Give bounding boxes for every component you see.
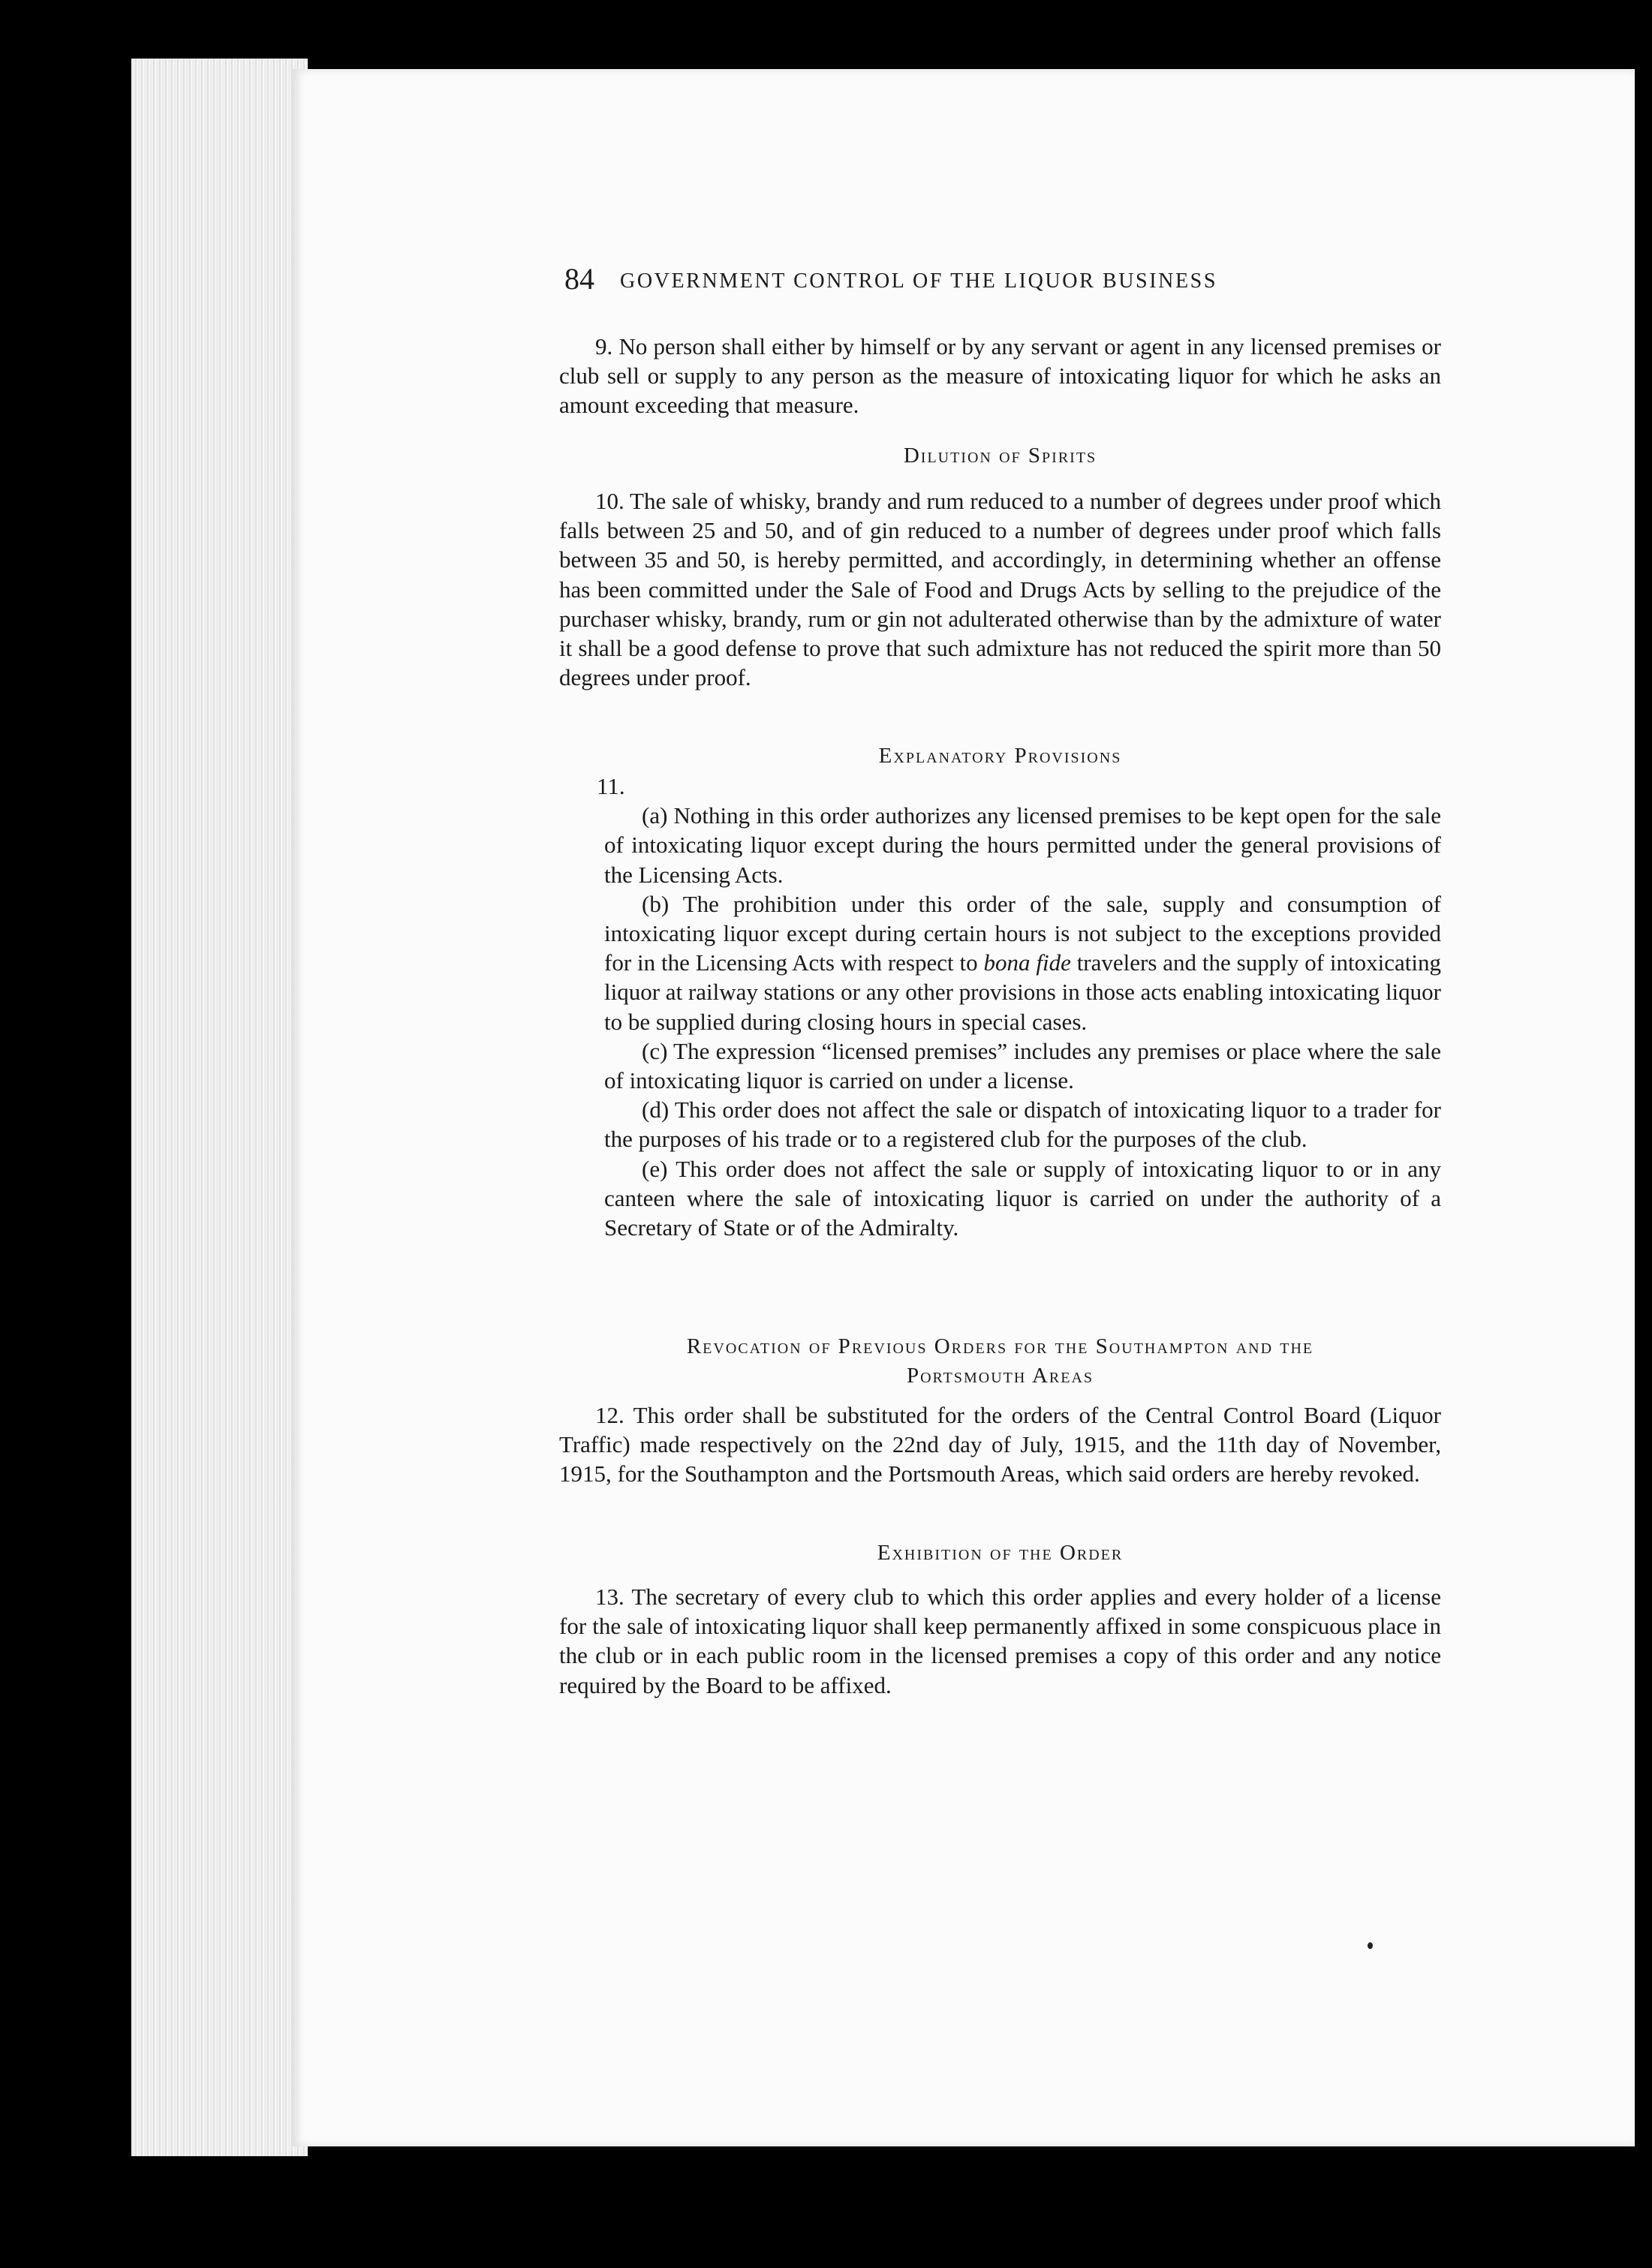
paragraph-11b-italic: bona fide: [983, 949, 1071, 976]
paragraph-13-block: [559, 1582, 1441, 1700]
book-page-edges: [131, 59, 308, 2156]
heading-revocation-line-2: Portsmouth Areas: [906, 1364, 1094, 1388]
paragraph-11d: (d) This order does not affect the sale or dispatch of intoxicating liquor to a trader for the purposes of his trade or to a registered club for the purposes of the club.: [604, 1096, 1441, 1153]
heading-exhibition-of-the-order: Exhibition of the Order: [877, 1541, 1124, 1565]
paragraph-11b-start: (b) The prohibition under this order of the sale, supply and consumption of intoxicating liquor except during certain hours is not subject to the exceptions provided for in the Licensing Acts with respect to: [604, 890, 1441, 976]
running-title: GOVERNMENT CONTROL OF THE LIQUOR BUSINESS: [620, 269, 1218, 293]
heading-dilution-of-spirits: Dilution of Spirits: [903, 444, 1097, 468]
page-number: 84: [564, 262, 594, 296]
paragraph-10-block: [559, 486, 1441, 692]
paragraph-12-block: [559, 1400, 1441, 1489]
running-header: [564, 261, 1443, 296]
heading-revocation-line-1: Revocation of Previous Orders for the Southampton and the: [686, 1334, 1314, 1358]
paragraph-12: 12. This order shall be substituted for the orders of the Central Control Board (Liquor Traffic) made respectively on the 22nd day of July, 1915, and the 11th day of November, 1915, for the Southampton and the Portsmouth Areas, which said orders are hereby revoked.: [559, 1402, 1441, 1487]
paragraph-11a: (a) Nothing in this order authorizes any licensed premises to be kept open for the sale of intoxicating liquor except during the hours permitted under the general provisions of the Licensing Acts.: [604, 802, 1441, 888]
paragraph-13: 13. The secretary of every club to which this order applies and every holder of a license for the sale of intoxicating liquor shall keep permanently affixed in some conspicuous place in the club or in each public room in the licensed premises a copy of this order and any notice required by the Board to be affixed.: [559, 1584, 1441, 1698]
paragraph-11-number: 11.: [597, 773, 625, 799]
heading-revocation: [559, 1332, 1441, 1391]
paragraph-11b-end: travelers and the supply of intoxicating liquor at railway stations or any other provisions in those acts enabling intoxicating liquor to be supplied during closing hours in special cases.: [604, 949, 1441, 1035]
paragraph-11c: (c) The expression “licensed premises” includes any premises or place where the sale of intoxicating liquor is carried on under a license.: [604, 1037, 1441, 1094]
paragraph-11e: (e) This order does not affect the sale or supply of intoxicating liquor to or in any canteen where the sale of intoxicating liquor is carried on under the authority of a Secretary of State or of the Admiralty.: [604, 1155, 1441, 1241]
ink-speck: [1368, 1942, 1373, 1949]
paragraph-11b: [604, 889, 1441, 1036]
paragraph-10: 10. The sale of whisky, brandy and rum reduced to a number of degrees under proof which falls between 25 and 50, and of gin reduced to a number of degrees under proof which falls between 35 and 50, is hereby permitted, and accordingly, in determining whether an offense has been committed under the Sale of Food and Drugs Acts by selling to the prejudice of the purchaser whisky, brandy, rum or gin not adulterated otherwise than by the admixture of water it shall be a good defense to prove that such admixture has not reduced the spirit more than 50 degrees under proof.: [559, 488, 1441, 691]
paragraph-9: 9. No person shall either by himself or by any servant or agent in any licensed premises or club sell or supply to any person as the measure of intoxicating liquor for which he asks an amount exceeding that measure.: [559, 333, 1441, 419]
paragraph-9-block: [559, 332, 1441, 420]
heading-explanatory-provisions: Explanatory Provisions: [878, 744, 1122, 768]
paragraph-11-block: [559, 772, 1441, 1242]
